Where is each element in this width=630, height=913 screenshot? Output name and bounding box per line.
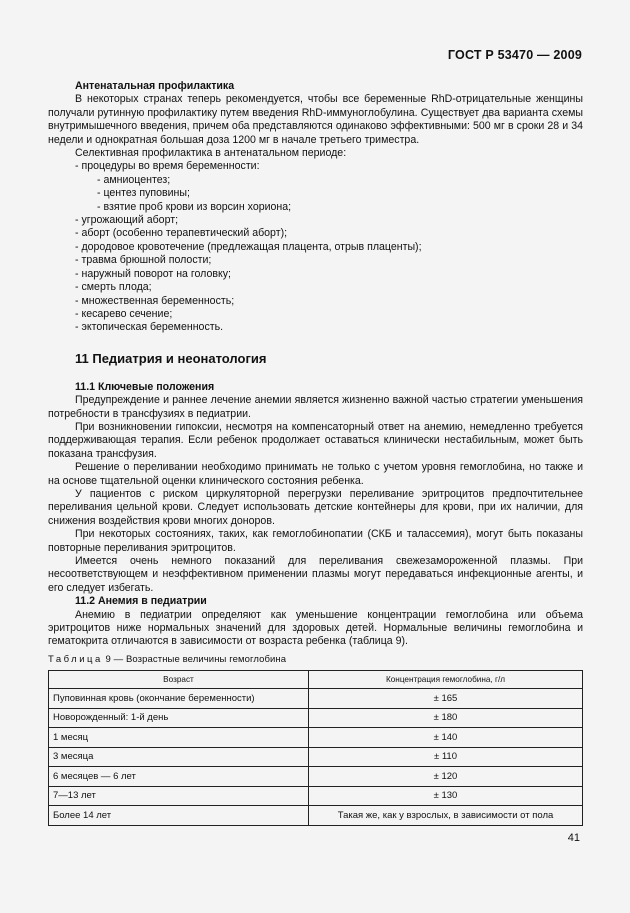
- table-row: [49, 689, 583, 709]
- paragraph: Предупреждение и раннее лечение анемии является жизненно важной частью стратегии уменьшения потребности в трансфузиях в педиатрии.: [48, 394, 583, 420]
- table-row: [49, 786, 583, 806]
- list-item: - угрожающий аборт;: [75, 214, 179, 227]
- column-header-age: Возраст: [49, 671, 309, 689]
- value-cell: ± 120: [309, 767, 583, 787]
- section-11-heading: 11 Педиатрия и неонатология: [75, 350, 267, 366]
- age-cell: 3 месяца: [49, 747, 309, 767]
- age-cell: Более 14 лет: [49, 806, 309, 826]
- column-header-concentration: Концентрация гемоглобина, г/л: [309, 671, 583, 689]
- paragraph: Имеется очень немного показаний для переливания свежезамороженной плазмы. При несоответствующем и неэффективном применении плазмы могут передаваться инфекционные агенты, и его следует избегать.: [48, 555, 583, 594]
- table-row: [49, 728, 583, 748]
- table-row: [49, 747, 583, 767]
- list-item: - травма брюшной полости;: [75, 254, 212, 267]
- sublist-item: - центез пуповины;: [97, 187, 190, 200]
- table-header-row: [49, 671, 583, 689]
- value-cell: ± 110: [309, 747, 583, 767]
- value-cell: ± 130: [309, 786, 583, 806]
- paragraph: Решение о переливании необходимо принимать не только с учетом уровня гемоглобина, но также и на основе тщательной оценки клинического состояния ребенка.: [48, 461, 583, 487]
- table-row: [49, 806, 583, 826]
- antenatal-heading: Антенатальная профилактика: [75, 80, 235, 92]
- paragraph: У пациентов с риском циркуляторной перегрузки переливание эритроцитов предпочтительнее переливания цельной крови. Следует использовать детские контейнеры для крови, при их наличии, для снижения воздействия крови многих доноров.: [48, 487, 583, 527]
- subsection-11-2-heading: 11.2 Анемия в педиатрии: [75, 595, 207, 608]
- list-item: - наружный поворот на головку;: [75, 267, 231, 280]
- hemoglobin-table: [48, 670, 583, 826]
- list-item: - кесарево сечение;: [75, 307, 173, 320]
- value-cell: ± 140: [309, 728, 583, 748]
- paragraph: Анемию в педиатрии определяют как уменьшение концентрации гемоглобина или объема эритроцитов ниже нормальных значений для здоровых детей. Нормальные величины гемоглобина и гематокрита отличаются в зависимости от возраста ребенка (таблица 9).: [48, 608, 583, 648]
- subsection-11-1-heading: 11.1 Ключевые положения: [75, 380, 215, 393]
- table-caption-text: 9 — Возрастные величины гемоглобина: [102, 654, 287, 665]
- value-cell: Такая же, как у взрослых, в зависимости от пола: [309, 806, 583, 826]
- table-caption: [48, 654, 286, 665]
- age-cell: 1 месяц: [49, 728, 309, 748]
- age-cell: Пуповинная кровь (окончание беременности): [49, 689, 309, 709]
- paragraph: При возникновении гипоксии, несмотря на компенсаторный ответ на анемию, немедленно требуется поддерживающая терапия. Если ребенок продолжает оставаться клинически нестабильным, может быть показана трансфузия.: [48, 420, 583, 460]
- selective-prophylaxis-paragraph: Селективная профилактика в антенатальном периоде:: [75, 147, 347, 160]
- table-row: [49, 767, 583, 787]
- table-row: [49, 708, 583, 728]
- paragraph: При некоторых состояниях, таких, как гемоглобинопатии (СКБ и талассемия), могут быть показаны повторные переливания эритроцитов.: [48, 528, 583, 554]
- antenatal-paragraph: В некоторых странах теперь рекомендуется, чтобы все беременные RhD-отрицательные женщины получали рутинную профилактику путем введения RhD-иммуноглобулина. Существует два варианта схемы внутримышечного введения, причем оба представляются одинаково эффективными: 500 мг в сроки 28 и 34 недели и однократная большая доза 1200 мг в начале третьего триместра.: [48, 93, 583, 146]
- age-cell: 6 месяцев — 6 лет: [49, 767, 309, 787]
- sublist-item: - амниоцентез;: [97, 173, 171, 186]
- standard-header: ГОСТ Р 53470 — 2009: [447, 48, 582, 62]
- document-body: [48, 80, 583, 649]
- list-item: - эктопическая беременность.: [75, 321, 224, 334]
- table-caption-word: Таблица: [48, 654, 103, 665]
- value-cell: ± 180: [309, 708, 583, 728]
- list-item: - смерть плода;: [75, 281, 152, 294]
- age-cell: Новорожденный: 1-й день: [49, 708, 309, 728]
- page-number: 41: [567, 832, 580, 844]
- age-cell: 7—13 лет: [49, 786, 309, 806]
- list-item: - процедуры во время беременности:: [75, 160, 260, 173]
- list-item: - аборт (особенно терапевтический аборт);: [75, 227, 288, 240]
- list-item: - множественная беременность;: [75, 294, 235, 307]
- list-item: - дородовое кровотечение (предлежащая плацента, отрыв плаценты);: [75, 240, 422, 253]
- sublist-item: - взятие проб крови из ворсин хориона;: [97, 200, 292, 213]
- value-cell: ± 165: [309, 689, 583, 709]
